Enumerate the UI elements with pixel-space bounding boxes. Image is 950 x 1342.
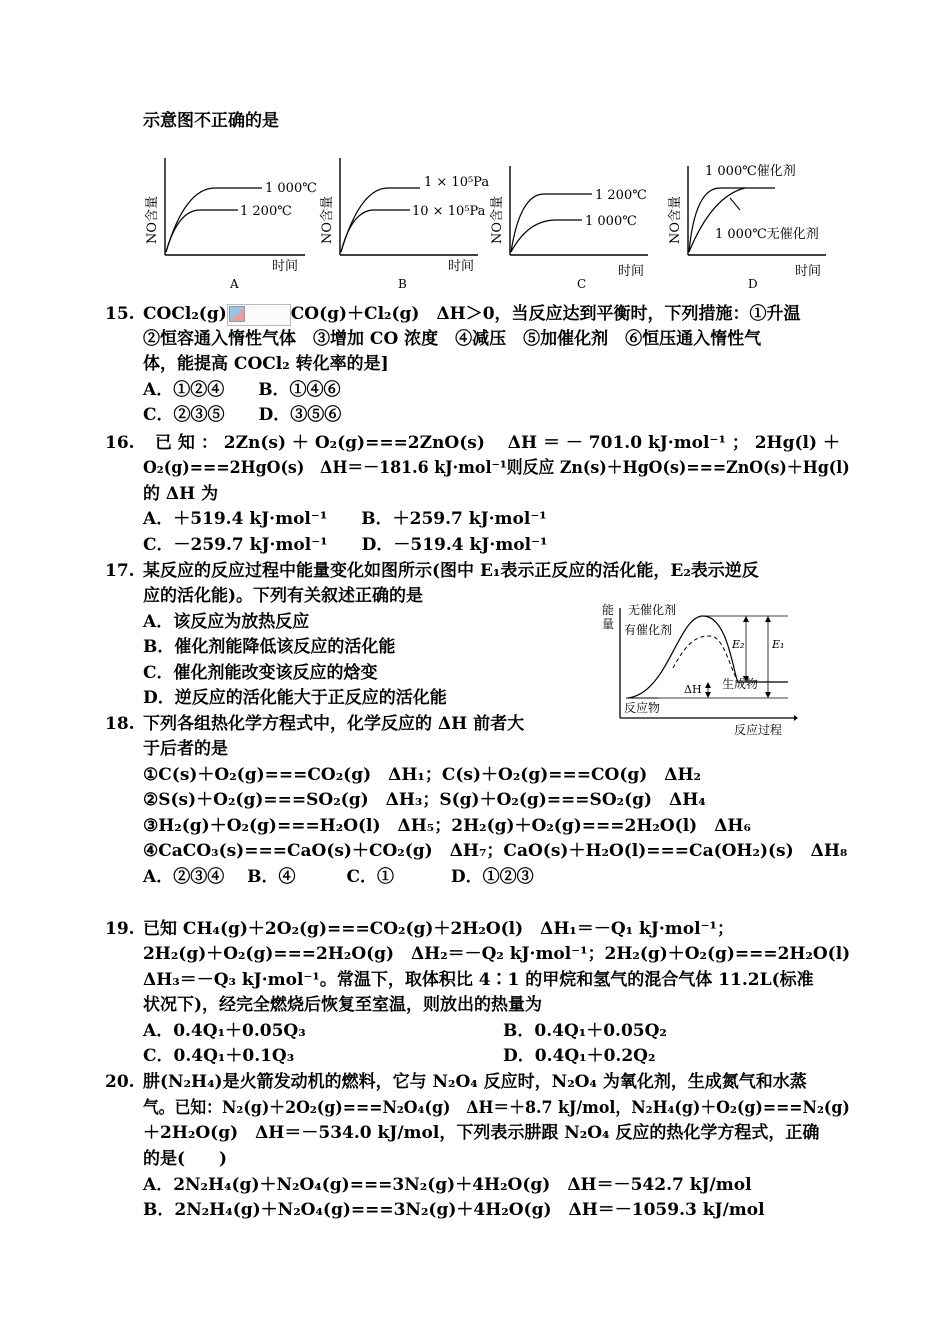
graph-a [145, 158, 317, 291]
q15-options-ab: A．①②④ B．①④⑥ [143, 380, 341, 400]
q20-line3: ＋2H₂O(g) ΔH＝－534.0 kJ/mol，下列表示肼跟 N₂O₄ 反应的热化学方程式，正确 [143, 1123, 820, 1143]
energy-diagram [598, 598, 798, 748]
q18-line2: 于后者的是 [143, 739, 228, 759]
q16-line1: 已 知 ： 2Zn(s) ＋ O₂(g)===2ZnO(s) ΔH ＝ － 701.0 kJ·mol⁻¹ ； 2Hg(l) ＋ [155, 433, 840, 453]
graph-c-xlabel: 时间 [618, 264, 645, 279]
q18-number: 18. [105, 714, 135, 734]
energy-ylabel-1: 能 [602, 603, 615, 617]
energy-xlabel: 反应过程 [734, 723, 783, 737]
q20-line4: 的是( ) [143, 1149, 228, 1169]
graph-d [668, 163, 826, 291]
graph-b-ylabel: NO含量 [320, 195, 335, 244]
graph-d-letter: D [748, 277, 758, 291]
broken-image-icon [227, 304, 291, 326]
graph-a-label2: 1 200℃ [240, 204, 292, 219]
graph-d-xlabel: 时间 [795, 264, 822, 279]
energy-label-e2: E₂ [732, 638, 745, 651]
q19-option-d: D．0.4Q₁＋0.2Q₂ [503, 1046, 656, 1066]
energy-label-reactant: 反应物 [624, 701, 661, 715]
graph-d-ylabel: NO含量 [668, 195, 683, 244]
q16-line3: 的 ΔH 为 [143, 484, 219, 504]
q15-reactant: COCl₂(g) [143, 304, 227, 324]
q17-option-b: B．催化剂能降低该反应的活化能 [143, 637, 396, 657]
q15-line2: ②恒容通入惰性气体 ③增加 CO 浓度 ④减压 ⑤加催化剂 ⑥恒压通入惰性气 [143, 329, 762, 349]
q20-number: 20. [105, 1072, 135, 1092]
q17-number: 17. [105, 561, 135, 581]
q18-line1: 下列各组热化学方程式中，化学反应的 ΔH 前者大 [143, 714, 525, 734]
graph-b-letter: B [398, 277, 407, 291]
q19-line4: 状况下)，经完全燃烧后恢复至室温，则放出的热量为 [143, 995, 543, 1015]
graph-c-ylabel: NO含量 [490, 195, 505, 244]
q19-option-a: A．0.4Q₁＋0.05Q₃ [143, 1021, 306, 1041]
q16-options-ab: A．＋519.4 kJ·mol⁻¹ B．＋259.7 kJ·mol⁻¹ [143, 509, 547, 529]
energy-label-product: 生成物 [722, 677, 759, 691]
q15-line1 [143, 303, 801, 326]
graph-a-label1: 1 000℃ [265, 181, 317, 196]
q19-number: 19. [105, 919, 135, 939]
graph-b [320, 158, 489, 291]
q15-products: CO(g)＋Cl₂(g) ΔH＞0，当反应达到平衡时，下列措施：①升温 [290, 304, 801, 324]
q17-line1: 某反应的反应过程中能量变化如图所示(图中 E₁表示正反应的活化能，E₂表示逆反 [143, 561, 759, 581]
energy-label-dh: ΔH [684, 683, 702, 696]
intro-text: 示意图不正确的是 [143, 111, 279, 131]
graph-b-curve-10e5 [341, 210, 410, 252]
energy-label-cat: 有催化剂 [624, 623, 673, 637]
q18-eq2: ②S(s)＋O₂(g)===SO₂(g) ΔH₃；S(g)＋O₂(g)===SO₂(g) ΔH₄ [143, 790, 706, 810]
q18-eq4: ④CaCO₃(s)===CaO(s)＋CO₂(g) ΔH₇；CaO(s)＋H₂O(l)===Ca(OH₂)(s) ΔH₈ [143, 841, 848, 861]
q16-line2: O₂(g)===2HgO(s) ΔH＝－181.6 kJ·mol⁻¹则反应 Zn(s)＋HgO(s)===ZnO(s)＋Hg(l) [143, 458, 850, 478]
energy-label-nocat: 无催化剂 [628, 603, 677, 617]
q20-line2: 气。已知：N₂(g)＋2O₂(g)===N₂O₄(g) ΔH＝＋8.7 kJ/mol，N₂H₄(g)＋O₂(g)===N₂(g) [143, 1098, 850, 1118]
graph-d-curve-nocat [689, 188, 745, 252]
graph-d-curve-cat [689, 188, 775, 252]
graph-c-curve-1200 [511, 194, 592, 252]
graph-c-letter: C [577, 277, 587, 291]
q18-eq1: ①C(s)＋O₂(g)===CO₂(g) ΔH₁；C(s)＋O₂(g)===CO(g) ΔH₂ [143, 765, 702, 785]
q19-line1: 已知 CH₄(g)＋2O₂(g)===CO₂(g)＋2H₂O(l) ΔH₁＝－Q₁ kJ·mol⁻¹； [143, 919, 734, 939]
q16-number: 16. [105, 433, 135, 453]
q15-number: 15. [105, 304, 135, 324]
q17-line2: 应的活化能)。下列有关叙述正确的是 [143, 586, 424, 606]
q18-eq3: ③H₂(g)＋O₂(g)===H₂O(l) ΔH₅；2H₂(g)＋O₂(g)===2H₂O(l) ΔH₆ [143, 816, 751, 836]
q17-option-d: D．逆反应的活化能大于正反应的活化能 [143, 688, 447, 708]
q15-options-cd: C．②③⑤ D．③⑤⑥ [143, 405, 342, 425]
graph-b-xlabel: 时间 [448, 259, 475, 274]
graph-a-ylabel: NO含量 [145, 195, 160, 244]
graph-a-xlabel: 时间 [272, 259, 299, 274]
graph-c-label1: 1 200℃ [595, 188, 647, 203]
q19-option-c: C．0.4Q₁＋0.1Q₃ [143, 1046, 295, 1066]
q17-option-a: A．该反应为放热反应 [143, 612, 310, 632]
graphs-row [0, 148, 950, 298]
energy-ylabel-2: 量 [602, 617, 615, 631]
graph-d-label2: 1 000℃无催化剂 [715, 227, 819, 242]
q15-line3: 体，能提高 COCl₂ 转化率的是] [143, 354, 389, 374]
graph-c [490, 166, 648, 291]
q18-options: A．②③④ B．④ C．① D．①②③ [143, 867, 534, 887]
q17-option-c: C．催化剂能改变该反应的焓变 [143, 663, 378, 683]
graph-d-label1: 1 000℃催化剂 [705, 164, 796, 179]
graph-b-label2: 10 × 10⁵Pa [412, 204, 486, 219]
q19-line2: 2H₂(g)＋O₂(g)===2H₂O(g) ΔH₂＝－Q₂ kJ·mol⁻¹；2H₂(g)＋O₂(g)===2H₂O(l) [143, 944, 851, 964]
q20-option-a: A．2N₂H₄(g)＋N₂O₄(g)===3N₂(g)＋4H₂O(g) ΔH＝－542.7 kJ/mol [143, 1175, 752, 1195]
energy-label-e1: E₁ [772, 638, 785, 651]
q19-option-b: B．0.4Q₁＋0.05Q₂ [503, 1021, 667, 1041]
graph-c-label2: 1 000℃ [585, 214, 637, 229]
q20-line1: 肼(N₂H₄)是火箭发动机的燃料，它与 N₂O₄ 反应时，N₂O₄ 为氧化剂，生成氮气和水蒸 [143, 1072, 807, 1092]
graph-c-curve-1000 [511, 220, 582, 252]
graph-b-curve-1e5 [341, 188, 420, 252]
q16-options-cd: C．－259.7 kJ·mol⁻¹ D．－519.4 kJ·mol⁻¹ [143, 535, 548, 555]
q19-line3: ΔH₃＝－Q₃ kJ·mol⁻¹。常温下，取体积比 4∶1 的甲烷和氢气的混合气体 11.2L(标准 [143, 970, 814, 990]
q20-option-b: B．2N₂H₄(g)＋N₂O₄(g)===3N₂(g)＋4H₂O(g) ΔH＝－1059.3 kJ/mol [143, 1200, 765, 1220]
graph-a-curve-1200 [166, 210, 238, 252]
graph-b-label1: 1 × 10⁵Pa [424, 175, 490, 190]
graph-a-letter: A [230, 277, 239, 291]
